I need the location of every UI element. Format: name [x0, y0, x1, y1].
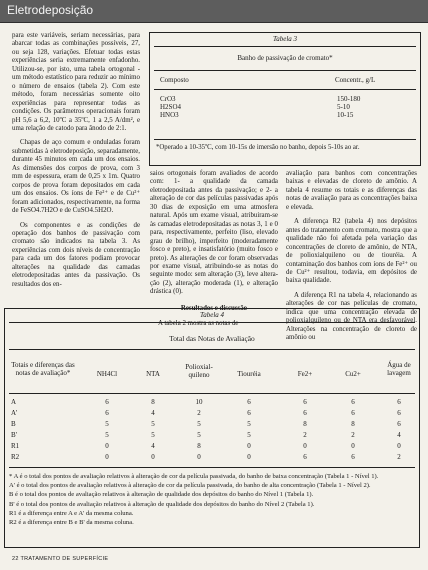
concentration-cell: 150-180 — [337, 95, 361, 103]
paragraph: A diferença R2 (tabela 4) nos depósitos antes do tratamento com cromato, mostra que a qualidade não foi afetada pela variação das concentrações de cloreto de amônio, de NTA, de polioxialquileno ou de tiouréia. A contaminação dos banhos com íons de Fe²⁺ ou de Cu²⁺ resultou, todavia, em depósitos de baixa qualidade. — [286, 218, 417, 285]
paragraph: Chapas de aço comum e onduladas foram submetidas à eletrodeposição, separadamente, durante 45 minutos em cada um dos ensaios. As dimensões dos corpos de prova, com 3 mm de espessura, eram de 0,25 x 1m. Quatro corpos de prova foram depositados em cada um dos ensaios. Os íons de Fe²⁺ e de Cu²⁺ foram adicionados, respectivamente, na forma de FeSO4.7H2O e de CuSO4.5H2O. — [12, 139, 140, 215]
compound-cell: HNO3 — [160, 111, 179, 119]
row-label: A' — [11, 409, 18, 417]
section-heading: Resultados e discussão — [180, 304, 248, 312]
table-cell: 8 — [351, 420, 355, 428]
compound-cell: CrO3 — [160, 95, 176, 103]
row-label: B' — [11, 431, 17, 439]
table-cell: 8 — [197, 442, 201, 450]
table-cell: 2 — [303, 431, 307, 439]
table-cell: 6 — [105, 398, 109, 406]
table-cell: 6 — [397, 420, 401, 428]
divider — [154, 89, 416, 90]
table-cell: 6 — [105, 409, 109, 417]
table-cell: 10 — [195, 398, 203, 406]
column-header: Composto — [160, 76, 189, 84]
paragraph: saios ortogonais foram avaliados de acordo com: 1- a qualidade da camada eletrodepositada antes da passivação; e 2- a alteração de cor das películas passivadas após 30 dias de exposição em uma atmosfera natural. Após um exame visual, atribuiram-se às camadas eletrodepositadas as notas 3, 1 e 0 para, respectivamente, perfeito (liso, elevado grau de brilho), imperfeito (moderadamente fosco e preto), e insatisfatório (muito fosco e preto). As alterações de cor foram observadas por exame visual, atribuindo-se as notas do seguinte modo: sem alteração (3), leve alteração (2), alteração moderada (1), e alteração drástica (0). — [150, 170, 278, 296]
table-cell: 6 — [397, 398, 401, 406]
table-cell: 6 — [397, 409, 401, 417]
column-header: Concentr., g/L — [335, 76, 376, 84]
table-cell: 0 — [151, 453, 155, 461]
table-cell: 8 — [303, 420, 307, 428]
note: R2 é a diferença entre B e B' da mesma coluna. — [9, 519, 134, 527]
table-cell: 5 — [151, 431, 155, 439]
table-cell: 0 — [105, 442, 109, 450]
table-caption: Banho de passivação de cromato* — [237, 54, 333, 62]
table-cell: 0 — [351, 442, 355, 450]
table-cell: 0 — [105, 453, 109, 461]
compound-list — [160, 95, 181, 119]
column-header: Cu2+ — [345, 370, 361, 378]
text-column-1 — [12, 32, 140, 289]
column-header: Fe2+ — [297, 370, 313, 378]
table-cell: 6 — [303, 398, 307, 406]
table-cell: 0 — [247, 453, 251, 461]
header-banner — [0, 0, 428, 23]
table-cell: 6 — [247, 409, 251, 417]
row-label: A — [11, 398, 17, 406]
paragraph: avaliação para banhos com concentrações baixas e elevadas de cloreto de amônio. A tabela 4 resume os totais e as diferenças das notas de avaliação para as concentrações baixa e elevada. — [286, 170, 417, 211]
divider — [9, 322, 415, 323]
note: * A é o total dos pontos de avaliação relativos à alteração de cor da película passivada, do banho de baixa concentração (Tabela 1 - Nível 1). — [9, 473, 379, 480]
divider — [154, 70, 416, 71]
table-cell: 5 — [197, 431, 201, 439]
table-title: Tabela 3 — [272, 35, 298, 43]
table-cell: 2 — [351, 431, 355, 439]
table-cell: 0 — [303, 442, 307, 450]
table-cell: 6 — [247, 398, 251, 406]
concentration-list — [337, 95, 360, 119]
row-label: R2 — [11, 453, 20, 461]
table-cell: 4 — [151, 409, 155, 417]
paragraph: A tabela 2 mostra as notas de — [158, 320, 239, 328]
table-cell: 5 — [105, 420, 109, 428]
table-footnote: *Operado a 10-35ºC, com 10-15s de imersão no banho, depois 5-10s ao ar. — [156, 144, 360, 151]
divider — [154, 139, 416, 140]
divider — [9, 349, 415, 350]
note: B' é o total dos pontos de avaliação relativos à alteração de qualidade dos depósitos do banho do Nível 2 (Tabela 1). — [9, 500, 315, 508]
column-header: NH4Cl — [96, 370, 118, 378]
corner-header: Totais e diferenças das notas de avaliação* — [11, 361, 75, 377]
table-cell: 6 — [351, 409, 355, 417]
table-cell: 6 — [351, 453, 355, 461]
table-cell: 2 — [197, 409, 201, 417]
column-header: Polioxial-quileno — [185, 363, 213, 379]
row-label: B — [11, 420, 16, 428]
divider — [154, 46, 416, 47]
table-cell: 0 — [397, 442, 401, 450]
concentration-cell: 5-10 — [337, 103, 350, 111]
table-cell: 5 — [105, 431, 109, 439]
table-cell: 6 — [303, 409, 307, 417]
paragraph: A diferença R1 na tabela 4, relacionando as alterações de cor nas películas de cromato, indica que uma concentração elevada de polioxialquileno ou de NTA era desfavorável. Alterações na concentração de cloreto de amônio ou — [286, 291, 417, 342]
table-cell: 4 — [151, 442, 155, 450]
column-header: Água de lavagem — [387, 361, 411, 377]
table-cell: 6 — [303, 453, 307, 461]
table-cell: 6 — [351, 398, 355, 406]
compound-cell: H2SO4 — [160, 103, 182, 111]
header-title: Eletrodeposição — [7, 3, 94, 17]
paragraph: para este variáveis, seriam necessárias, para abarcar todas as combinações possíveis, 27, ou seja 128, variações. Efetuar todas estas experiências seria extremamente enfadonho. Utilizou-se, por isto, uma tabela ortogonal - um método estatístico para reduzir ao mínimo o número de ensaios (tabela 2). Com este método, foram necessárias somente oito experiências para representar todas as condições. Os parâmetros operacionais foram pH 5,6 a 6,2, 10ºC a 35ºC, 1 a 2,5 A/dm², e uma relação de catodo para ânodo de 2:1. — [12, 32, 140, 132]
row-label: R1 — [11, 442, 20, 450]
table-cell: 5 — [247, 431, 251, 439]
concentration-cell: 10-15 — [337, 111, 354, 119]
table-cell: 5 — [151, 420, 155, 428]
table-cell: 5 — [247, 420, 251, 428]
table-cell: 2 — [397, 453, 401, 461]
note: R1 é a diferença entre A e A' da mesma coluna. — [9, 509, 134, 517]
table-notes — [9, 473, 415, 528]
table-cell: 0 — [247, 442, 251, 450]
table-cell: 5 — [197, 420, 201, 428]
table-cell: 0 — [197, 453, 201, 461]
divider — [9, 393, 415, 394]
page-footer: 22 TRATAMENTO DE SUPERFÍCIE — [12, 556, 109, 562]
table-4 — [4, 308, 420, 548]
table-3 — [149, 32, 421, 166]
column-header: Tiouréia — [237, 370, 261, 378]
paragraph: Os componentes e as condições de operação dos banhos de passivação com cromato são indicados na tabela 3. As experiências com dois níveis de concentração para cada um dos fatores podiam provocar alterações na qualidade das camadas eletrodepositadas antes da passivação. Os resultados dos en- — [12, 221, 140, 288]
text-column-2 — [150, 170, 278, 329]
table-caption: Total das Notas de Avaliação — [169, 334, 255, 343]
divider — [9, 467, 415, 468]
table-cell: 4 — [397, 431, 401, 439]
column-header: NTA — [146, 370, 160, 378]
table-cell: 8 — [151, 398, 155, 406]
note: B é o total dos pontos de avaliação relativos à alteração de qualidade dos depósitos do banho do Nível 1 (Tabela 1). — [9, 491, 314, 499]
table-title: Tabela 4 — [199, 311, 225, 319]
note: A' é o total dos pontos de avaliação relativos à alteração de cor da película passivada, do banho de alta concentração (Tabela 1 - Nível 2). — [9, 482, 371, 490]
